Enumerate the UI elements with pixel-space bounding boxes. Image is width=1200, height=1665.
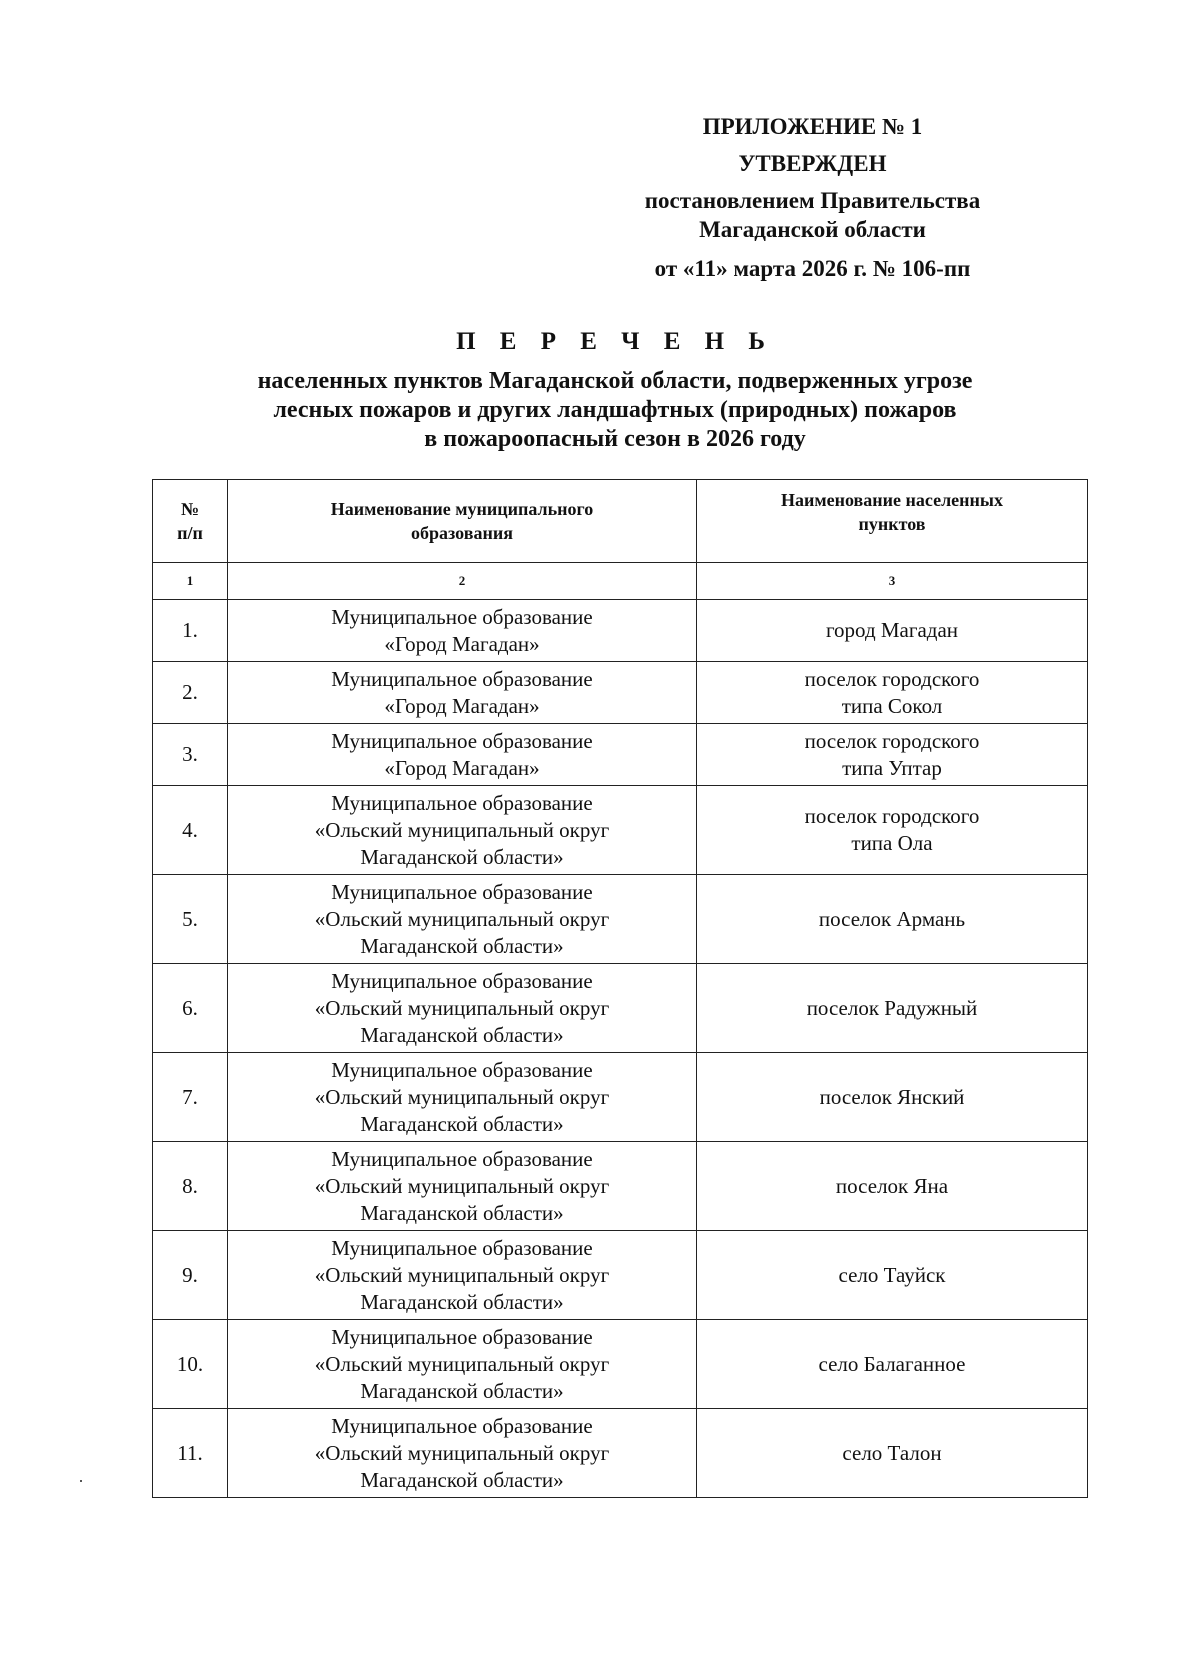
header-num: № п/п [153,480,228,563]
settlement-line: город Магадан [825,618,959,642]
row-number: 5. [153,875,228,964]
table-row [153,1053,1088,1142]
table-row [153,662,1088,724]
table-row [153,1320,1088,1409]
table-row [153,1142,1088,1231]
approval-date-number: от «11» марта 2026 г. № 106-пп [654,256,971,281]
municipality-cell [228,600,697,662]
municipality-line: Магаданской области» [360,1467,564,1492]
municipality-line: Магаданской области» [360,1111,564,1136]
municipality-line: Магаданской области» [360,844,564,869]
municipality-line: «Ольский муниципальный округ [314,995,610,1020]
settlement-cell [697,1409,1088,1498]
municipality-line: Муниципальное образование [331,728,593,753]
municipality-line: Муниципальное образование [331,1324,593,1349]
municipality-line: «Ольский муниципальный округ [314,1262,610,1287]
header-settlement: Наименование населенных пунктов [697,480,1088,563]
table-row [153,786,1088,875]
settlement-line: типа Сокол [841,693,943,718]
municipality-line: Муниципальное образование [331,968,593,993]
municipality-line: Муниципальное образование [331,604,593,629]
row-number: 1. [153,600,228,662]
column-numbers-row [153,563,1088,600]
municipality-cell [228,724,697,786]
municipality-line: «Ольский муниципальный округ [314,906,610,931]
settlements-table [152,479,1088,1498]
municipality-line: Магаданской области» [360,1022,564,1047]
row-number: 11. [153,1409,228,1498]
municipality-cell [228,1231,697,1320]
table-row [153,1409,1088,1498]
approval-block [560,112,1065,283]
row-number: 9. [153,1231,228,1320]
settlement-line: типа Уптар [842,755,942,780]
municipality-line: Муниципальное образование [331,879,593,904]
settlement-line: поселок Армань [818,906,966,931]
approval-authority-line1: постановлением Правительства [644,188,981,213]
municipality-cell [228,786,697,875]
settlement-cell [697,1142,1088,1231]
municipality-line: Магаданской области» [360,1200,564,1225]
row-number: 7. [153,1053,228,1142]
municipality-cell [228,1053,697,1142]
document-subtitle-line1: населенных пунктов Магаданской области, подверженных угрозе [257,368,973,394]
row-number: 3. [153,724,228,786]
settlement-line: поселок Янский [819,1084,965,1109]
municipality-line: «Ольский муниципальный округ [314,1084,610,1109]
settlement-line: село Талон [842,1440,942,1465]
row-number: 8. [153,1142,228,1231]
municipality-line: «Ольский муниципальный округ [314,817,610,842]
document-title: П Е Р Е Ч Е Н Ь [456,328,774,355]
table-body [153,600,1088,1498]
municipality-line: Магаданской области» [360,933,564,958]
settlement-line: поселок городского [804,728,980,753]
appendix-label: ПРИЛОЖЕНИЕ № 1 [702,114,923,139]
settlement-line: поселок Радужный [806,995,978,1020]
row-number: 4. [153,786,228,875]
settlement-cell [697,600,1088,662]
settlement-line: типа Ола [851,831,933,855]
municipality-line: «Город Магадан» [384,693,540,718]
settlement-line: село Тауйск [838,1262,946,1287]
column-number: 2 [228,563,697,600]
municipality-line: «Ольский муниципальный округ [314,1440,610,1465]
document-heading [140,327,1090,454]
settlement-cell [697,724,1088,786]
municipality-line: Муниципальное образование [331,790,593,815]
approval-authority-line2: Магаданской области [699,217,926,242]
row-number: 6. [153,964,228,1053]
settlement-cell [697,662,1088,724]
settlement-line: поселок Яна [835,1173,949,1198]
scan-speck [80,1480,82,1482]
municipality-line: Муниципальное образование [331,1413,593,1438]
municipality-line: Магаданской области» [360,1289,564,1314]
column-number: 3 [697,563,1088,600]
municipality-cell [228,662,697,724]
municipality-line: Муниципальное образование [331,1146,593,1171]
municipality-cell [228,875,697,964]
municipality-line: Магаданской области» [360,1378,564,1403]
settlement-cell [697,1053,1088,1142]
column-number: 1 [153,563,228,600]
municipality-line: Муниципальное образование [331,1235,593,1260]
municipality-cell [228,1142,697,1231]
table-row [153,875,1088,964]
table-row [153,724,1088,786]
approved-label: УТВЕРЖДЕН [738,151,887,176]
settlement-cell [697,964,1088,1053]
document-subtitle-line3: в пожароопасный сезон в 2026 году [424,426,806,452]
settlement-cell [697,1231,1088,1320]
settlement-line: поселок городского [804,804,980,828]
table-row [153,964,1088,1053]
table-row [153,1231,1088,1320]
settlement-line: село Балаганное [818,1351,966,1376]
municipality-line: «Город Магадан» [384,631,540,656]
table-header-row [153,480,1088,563]
settlement-line: поселок городского [804,666,980,691]
table-row [153,600,1088,662]
document-subtitle-line2: лесных пожаров и других ландшафтных (природных) пожаров [273,397,957,423]
settlement-cell [697,786,1088,875]
municipality-line: «Город Магадан» [384,755,540,780]
municipality-cell [228,964,697,1053]
municipality-cell [228,1320,697,1409]
settlement-cell [697,875,1088,964]
settlement-cell [697,1320,1088,1409]
municipality-line: «Ольский муниципальный округ [314,1351,610,1376]
header-municipality: Наименование муниципального образования [228,480,697,563]
municipality-line: Муниципальное образование [331,1057,593,1082]
municipality-cell [228,1409,697,1498]
row-number: 2. [153,662,228,724]
municipality-line: «Ольский муниципальный округ [314,1173,610,1198]
row-number: 10. [153,1320,228,1409]
municipality-line: Муниципальное образование [331,666,593,691]
